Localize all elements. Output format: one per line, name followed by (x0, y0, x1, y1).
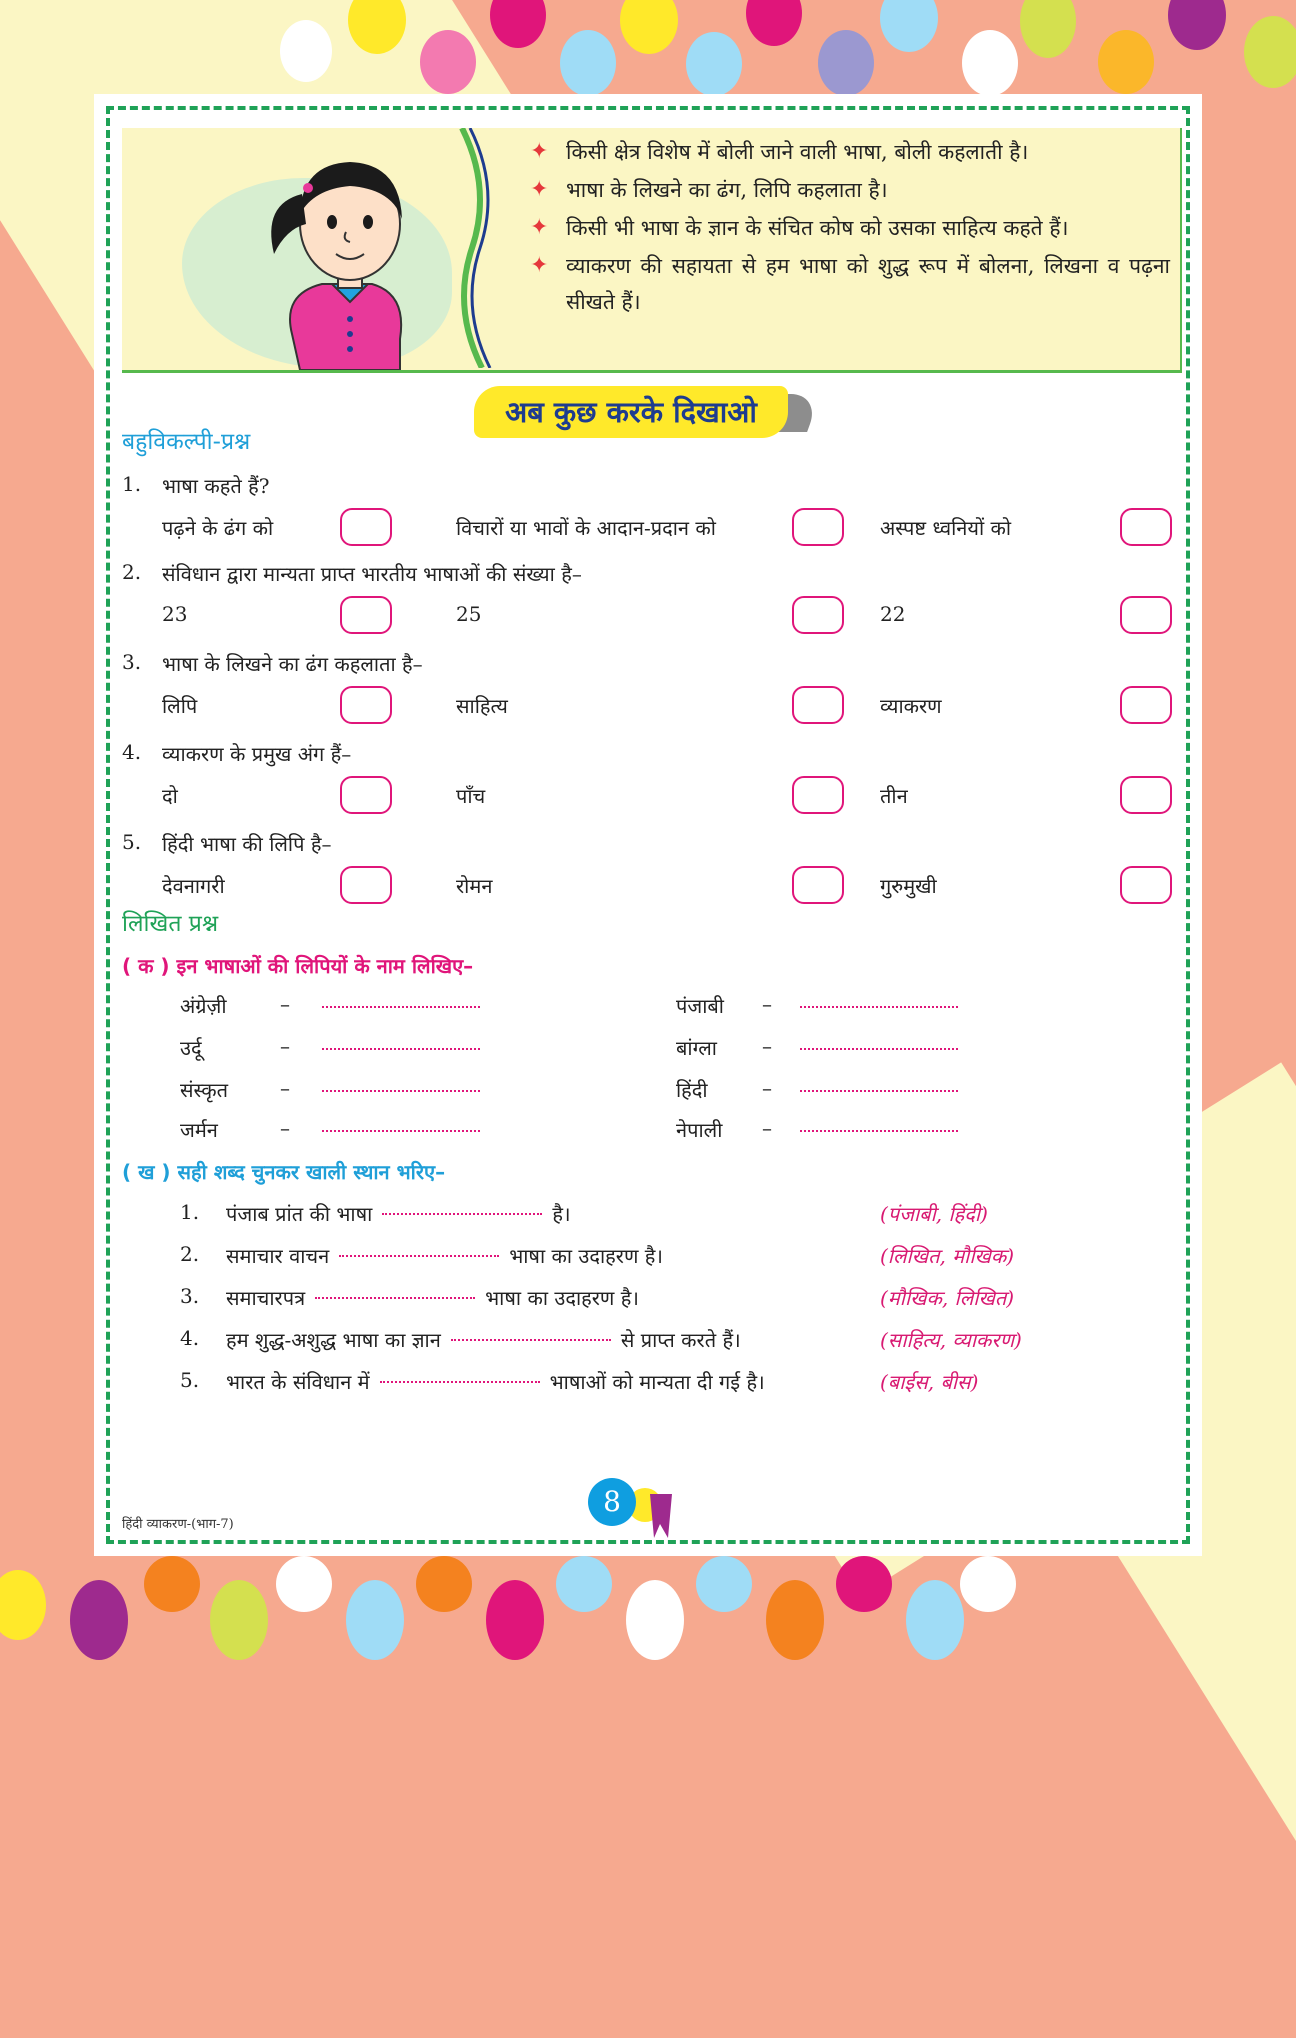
answer-checkbox[interactable] (792, 508, 844, 546)
fill-before: समाचार वाचन (226, 1244, 330, 1268)
decor-dot (836, 1556, 892, 1612)
option-label: तीन (880, 784, 908, 808)
fill-sentence (226, 1284, 639, 1311)
decor-dot (486, 1580, 544, 1660)
written-section-title: लिखित प्रश्न (122, 911, 219, 937)
fill-number: 1. (180, 1200, 200, 1224)
decor-dot (1168, 0, 1226, 50)
decor-dot (686, 32, 742, 96)
mcq-section-title: बहुविकल्पी-प्रश्न (122, 429, 251, 455)
answer-checkbox[interactable] (792, 866, 844, 904)
answer-checkbox[interactable] (340, 508, 392, 546)
fill-sentence (226, 1368, 765, 1395)
answer-checkbox[interactable] (340, 596, 392, 634)
decor-dot (960, 1556, 1016, 1612)
language-label: जर्मन (180, 1118, 218, 1142)
language-label: बांग्ला (676, 1036, 717, 1060)
answer-blank[interactable] (322, 1130, 480, 1132)
fill-before: पंजाब प्रांत की भाषा (226, 1202, 373, 1226)
fill-after: भाषाओं को मान्यता दी गई है। (549, 1370, 765, 1394)
answer-checkbox[interactable] (1120, 776, 1172, 814)
answer-blank[interactable] (322, 1048, 480, 1050)
fill-sentence (226, 1200, 571, 1227)
option-label: साहित्य (456, 694, 508, 718)
fill-hint: (पंजाबी, हिंदी) (880, 1202, 988, 1226)
fill-blank[interactable] (380, 1381, 540, 1383)
decor-dot (346, 1580, 404, 1660)
language-label: उर्दू (180, 1036, 202, 1060)
question-number: 2. (122, 560, 142, 584)
answer-checkbox[interactable] (340, 866, 392, 904)
fill-number: 5. (180, 1368, 200, 1392)
answer-checkbox[interactable] (340, 686, 392, 724)
decor-dot (962, 30, 1018, 96)
answer-checkbox[interactable] (1120, 866, 1172, 904)
fill-number: 3. (180, 1284, 200, 1308)
language-label: हिंदी (676, 1078, 708, 1102)
bookmark-icon (646, 1494, 676, 1538)
answer-checkbox[interactable] (1120, 686, 1172, 724)
answer-checkbox[interactable] (792, 776, 844, 814)
question-number: 5. (122, 830, 142, 854)
fill-before: हम शुद्ध-अशुद्ध भाषा का ज्ञान (226, 1328, 441, 1352)
option-label: अस्पष्ट ध्वनियों को (880, 516, 1012, 540)
summary-point: ✦ व्याकरण की सहायता से हम भाषा को शुद्ध रूप में बोलना, लिखना व पढ़ना सीखते हैं। (530, 248, 1170, 320)
decor-dot (280, 20, 332, 82)
dash: – (762, 992, 772, 1016)
summary-point: ✦ किसी भी भाषा के ज्ञान के संचित कोष को उसका साहित्य कहते हैं। (530, 210, 1170, 246)
fill-after: भाषा का उदाहरण है। (509, 1244, 663, 1268)
answer-blank[interactable] (322, 1006, 480, 1008)
fill-hint: (लिखित, मौखिक) (880, 1244, 1015, 1268)
option-label: दो (162, 784, 178, 808)
fill-number: 2. (180, 1242, 200, 1266)
answer-blank[interactable] (800, 1048, 958, 1050)
star-bullet-icon: ✦ (530, 177, 549, 202)
dash: – (280, 1076, 290, 1100)
answer-checkbox[interactable] (792, 596, 844, 634)
question-text: संविधान द्वारा मान्यता प्राप्त भारतीय भाषाओं की संख्या है– (162, 562, 582, 586)
option-label: पाँच (456, 784, 486, 808)
page-number: 8 (588, 1478, 636, 1526)
decor-dot (696, 1556, 752, 1612)
decor-dot (1020, 0, 1076, 58)
decor-dot (818, 30, 874, 96)
decor-dot (906, 1580, 964, 1660)
option-label: 23 (162, 602, 188, 626)
decor-dot (490, 0, 546, 48)
option-label: देवनागरी (162, 874, 225, 898)
star-bullet-icon: ✦ (530, 139, 549, 164)
part-b-title: ( ख ) सही शब्द चुनकर खाली स्थान भरिए– (122, 1160, 446, 1184)
summary-box (122, 128, 1182, 373)
dash: – (280, 1034, 290, 1058)
decor-dot (626, 1580, 684, 1660)
fill-blank[interactable] (339, 1255, 499, 1257)
question-number: 3. (122, 650, 142, 674)
dash: – (762, 1116, 772, 1140)
decor-dot (556, 1556, 612, 1612)
fill-sentence (226, 1326, 741, 1353)
fill-blank[interactable] (382, 1213, 542, 1215)
answer-checkbox[interactable] (1120, 508, 1172, 546)
decor-dot (560, 30, 616, 96)
decor-dot (144, 1556, 200, 1612)
dash: – (280, 1116, 290, 1140)
worksheet-page (94, 94, 1202, 1556)
star-bullet-icon: ✦ (530, 215, 549, 240)
question-number: 1. (122, 472, 142, 496)
answer-blank[interactable] (800, 1090, 958, 1092)
girl-illustration (222, 134, 442, 370)
language-label: पंजाबी (676, 994, 724, 1018)
answer-checkbox[interactable] (1120, 596, 1172, 634)
decor-dot (70, 1580, 128, 1660)
option-label: व्याकरण (880, 694, 942, 718)
summary-point: ✦ किसी क्षेत्र विशेष में बोली जाने वाली भाषा, बोली कहलाती है। (530, 134, 1170, 170)
fill-after: है। (552, 1202, 571, 1226)
decor-dot (416, 1556, 472, 1612)
question-text: हिंदी भाषा की लिपि है– (162, 832, 332, 856)
decor-dot (766, 1580, 824, 1660)
fill-sentence (226, 1242, 663, 1269)
summary-point: ✦ भाषा के लिखने का ढंग, लिपि कहलाता है। (530, 172, 1170, 208)
fill-hint: (बाईस, बीस) (880, 1370, 979, 1394)
decor-dot (0, 1570, 46, 1640)
option-label: पढ़ने के ढंग को (162, 516, 274, 540)
question-text: भाषा कहते हैं? (162, 474, 270, 498)
language-label: अंग्रेज़ी (180, 994, 227, 1018)
fill-blank[interactable] (315, 1297, 475, 1299)
question-text: भाषा के लिखने का ढंग कहलाता है– (162, 652, 423, 676)
decor-dot (210, 1580, 268, 1660)
fill-hint: (मौखिक, लिखित) (880, 1286, 1015, 1310)
option-label: गुरुमुखी (880, 874, 937, 898)
language-label: संस्कृत (180, 1078, 229, 1102)
decor-dot (276, 1556, 332, 1612)
star-bullet-icon: ✦ (530, 253, 549, 278)
dash: – (762, 1034, 772, 1058)
fill-blank[interactable] (451, 1339, 611, 1341)
fill-number: 4. (180, 1326, 200, 1350)
decor-dot (746, 0, 802, 46)
answer-blank[interactable] (800, 1006, 958, 1008)
option-label: 22 (880, 602, 906, 626)
decor-dot (620, 0, 678, 54)
summary-points (530, 134, 1170, 322)
option-label: 25 (456, 602, 482, 626)
activity-heading: अब कुछ करके दिखाओ (505, 395, 757, 429)
fill-after: भाषा का उदाहरण है। (485, 1286, 639, 1310)
answer-checkbox[interactable] (792, 686, 844, 724)
fill-before: भारत के संविधान में (226, 1370, 370, 1394)
dash: – (762, 1076, 772, 1100)
answer-checkbox[interactable] (340, 776, 392, 814)
footer-book-title: हिंदी व्याकरण-(भाग-7) (122, 1517, 234, 1532)
dash: – (280, 992, 290, 1016)
answer-blank[interactable] (322, 1090, 480, 1092)
answer-blank[interactable] (800, 1130, 958, 1132)
decor-dot (1244, 16, 1296, 88)
fill-hint: (साहित्य, व्याकरण) (880, 1328, 1022, 1352)
option-label: रोमन (456, 874, 493, 898)
question-number: 4. (122, 740, 142, 764)
fill-after: से प्राप्त करते हैं। (620, 1328, 741, 1352)
decor-dot (420, 30, 476, 94)
language-label: नेपाली (676, 1118, 723, 1142)
option-label: विचारों या भावों के आदान-प्रदान को (456, 516, 716, 540)
question-text: व्याकरण के प्रमुख अंग हैं– (162, 742, 352, 766)
decor-dot (880, 0, 938, 52)
option-label: लिपि (162, 694, 198, 718)
fill-before: समाचारपत्र (226, 1286, 306, 1310)
decor-dot (1098, 30, 1154, 94)
ribbon-decoration (452, 128, 502, 368)
part-a-title: ( क ) इन भाषाओं की लिपियों के नाम लिखिए– (122, 954, 474, 978)
